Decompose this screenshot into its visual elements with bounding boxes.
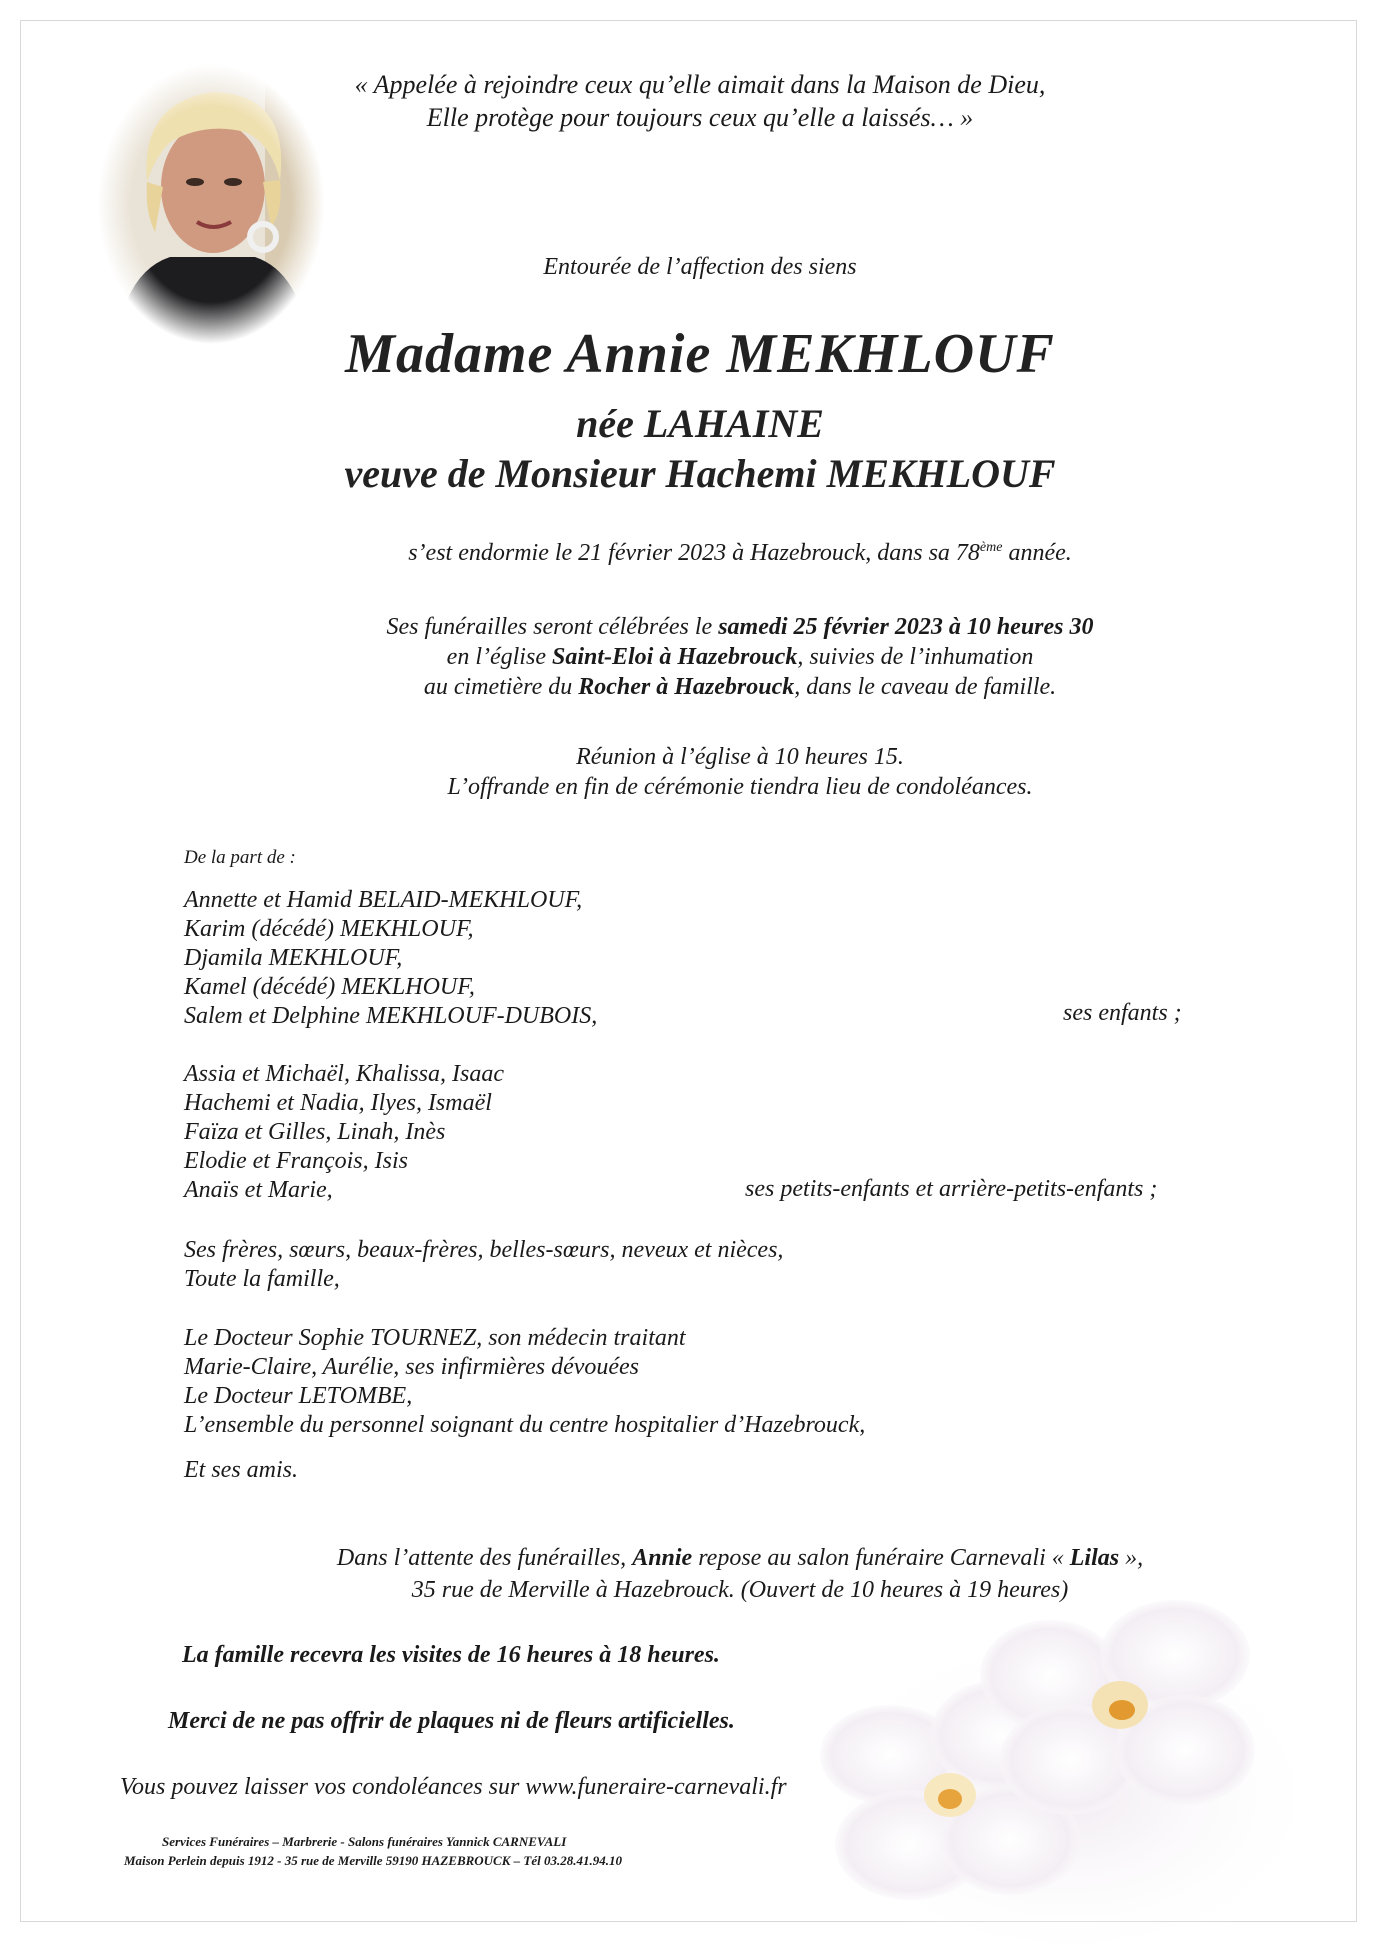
death-text: s’est endormie le 21 février 2023 à Hazebrouck, dans sa 78 <box>408 540 980 566</box>
quote-line-2: Elle protège pour toujours ceux qu’elle a laissés… » <box>426 103 974 132</box>
visits-notice: La famille recevra les visites de 16 heures à 18 heures. <box>182 1642 720 1668</box>
death-announcement <box>240 540 1240 567</box>
funeral-line-2: en l’église Saint-Eloi à Hazebrouck, suivies de l’inhumation <box>446 644 1034 670</box>
death-suffix: année. <box>1002 540 1072 566</box>
child-name: Djamila MEKHLOUF, <box>184 945 403 971</box>
medical-line: Le Docteur LETOMBE, <box>184 1383 413 1409</box>
medical-line: L’ensemble du personnel soignant du centre hospitalier d’Hazebrouck, <box>184 1412 866 1438</box>
footer-line-2: Maison Perlein depuis 1912 - 35 rue de Merville 59190 HAZEBROUCK – Tél 03.28.41.94.10 <box>124 1853 622 1868</box>
family-line: Ses frères, sœurs, beaux-frères, belles-sœurs, neveux et nièces, <box>184 1237 784 1263</box>
child-name: Kamel (décédé) MEKLHOUF, <box>184 974 475 1000</box>
widow-of: veuve de Monsieur Hachemi MEKHLOUF <box>344 451 1056 496</box>
rest-line-1: Dans l’attente des funérailles, Annie repose au salon funéraire Carnevali « Lilas », <box>336 1545 1144 1571</box>
grandchild-name: Faïza et Gilles, Linah, Inès <box>184 1119 446 1145</box>
child-name: Karim (décédé) MEKHLOUF, <box>184 916 474 942</box>
medical-line: Marie-Claire, Aurélie, ses infirmières dévouées <box>184 1354 640 1380</box>
funeral-line-1: Ses funérailles seront célébrées le samedi 25 février 2023 à 10 heures 30 <box>386 614 1094 640</box>
epigraph-quote <box>200 68 1200 134</box>
medical-list <box>184 1324 865 1440</box>
family-list <box>184 1236 783 1294</box>
reunion-line-1: Réunion à l’église à 10 heures 15. <box>576 744 904 770</box>
grandchildren-list <box>184 1060 504 1205</box>
child-name: Salem et Delphine MEKHLOUF-DUBOIS, <box>184 1003 598 1029</box>
grandchild-name: Anaïs et Marie, <box>184 1177 333 1203</box>
funeral-home-footer <box>124 1832 622 1870</box>
intro-text: Entourée de l’affection des siens <box>543 254 857 280</box>
family-line: Toute la famille, <box>184 1266 340 1292</box>
deceased-name: Madame Annie MEKHLOUF <box>345 323 1055 385</box>
child-name: Annette et Hamid BELAID-MEKHLOUF, <box>184 887 583 913</box>
grandchild-name: Hachemi et Nadia, Ilyes, Ismaël <box>184 1090 492 1116</box>
quote-line-1: « Appelée à rejoindre ceux qu’elle aimait dans la Maison de Dieu, <box>354 70 1046 99</box>
children-list <box>184 886 597 1031</box>
orchid-flowers-image <box>820 1595 1377 1947</box>
children-label: ses enfants ; <box>1063 1000 1182 1026</box>
medical-line: Le Docteur Sophie TOURNEZ, son médecin traitant <box>184 1325 686 1351</box>
birth-name: née LAHAINE <box>576 401 824 446</box>
footer-line-1: Services Funéraires – Marbrerie - Salons funéraires Yannick CARNEVALI <box>162 1834 567 1849</box>
reunion-line-2: L’offrande en fin de cérémonie tiendra lieu de condoléances. <box>447 774 1033 800</box>
condolences-notice: Vous pouvez laisser vos condoléances sur www.funeraire-carnevali.fr <box>120 1774 787 1800</box>
friends-line: Et ses amis. <box>184 1457 298 1483</box>
rest-location <box>240 1542 1240 1606</box>
grandchild-name: Elodie et François, Isis <box>184 1148 408 1174</box>
grandchildren-label: ses petits-enfants et arrière-petits-enfants ; <box>745 1176 1158 1202</box>
rest-line-2: 35 rue de Merville à Hazebrouck. (Ouvert de 10 heures à 19 heures) <box>411 1577 1069 1603</box>
from-label: De la part de : <box>184 847 296 868</box>
reunion-info <box>240 742 1240 802</box>
funeral-line-3: au cimetière du Rocher à Hazebrouck, dans le caveau de famille. <box>423 674 1057 700</box>
funeral-details <box>240 612 1240 702</box>
death-superscript: ème <box>979 540 1003 555</box>
no-flowers-notice: Merci de ne pas offrir de plaques ni de fleurs artificielles. <box>168 1708 735 1734</box>
grandchild-name: Assia et Michaël, Khalissa, Isaac <box>184 1061 504 1087</box>
